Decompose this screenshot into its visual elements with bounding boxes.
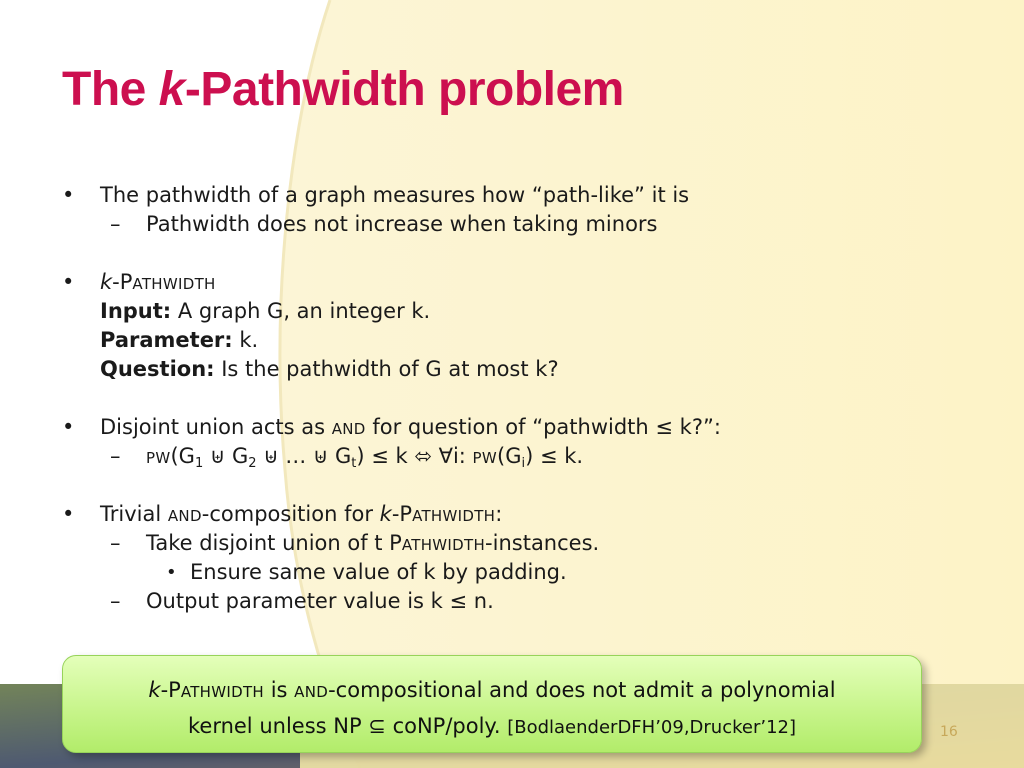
- pathwidth-formula: $PW(G_1$ ⊎ $G_2$ ⊎ … ⊎ $G_t) \le k$ ⬄ ∀i: $PW(G_i) \le k$.: [146, 444, 584, 471]
- slide-title: The k-Pathwidth problem: [62, 63, 624, 116]
- sub-bullet-minors: Pathwidth does not increase when taking minors: [146, 212, 658, 236]
- problem-parameter: Parameter: k.: [100, 328, 259, 352]
- problem-name: k-PATHWIDTH: [100, 270, 216, 294]
- bullet-marker: •: [62, 270, 75, 294]
- bullet-pathwidth-definition: The pathwidth of a graph measures how “path-like” it is: [100, 183, 690, 207]
- sub-bullet-disjoint-union-instances: Take disjoint union of t PATHWIDTH-instances.: [146, 531, 600, 555]
- sub-bullet-marker: –: [110, 444, 121, 468]
- callout-line-1: k-PATHWIDTH is AND-compositional and does not admit a polynomial: [148, 678, 836, 702]
- bullet-marker: •: [62, 415, 75, 439]
- bullet-trivial-composition: Trivial AND-composition for k-PATHWIDTH:: [100, 502, 503, 526]
- theorem-callout-box: [62, 655, 922, 753]
- callout-line-2: kernel unless NP ⊆ coNP/poly. [BodlaenderDFH’09,Drucker’12]: [187, 714, 797, 738]
- bullet-disjoint-union: Disjoint union acts as AND for question of “pathwidth ≤ k?”:: [100, 415, 721, 439]
- problem-input: Input: A graph G, an integer k.: [100, 299, 431, 323]
- citation: [BodlaenderDFH’09,Drucker’12]: [507, 717, 797, 738]
- sub-bullet-marker: –: [110, 531, 121, 555]
- sub-sub-bullet-padding: Ensure same value of k by padding.: [190, 560, 567, 584]
- sub-bullet-output-parameter: Output parameter value is k ≤ n.: [146, 589, 494, 613]
- bullet-marker: •: [62, 502, 75, 526]
- sub-bullet-marker: –: [110, 212, 121, 236]
- sub-sub-bullet-marker: •: [166, 562, 177, 583]
- problem-question: Question: Is the pathwidth of G at most k?: [100, 357, 559, 381]
- page-number: 16: [940, 724, 958, 740]
- bullet-marker: •: [62, 183, 75, 207]
- sub-bullet-marker: –: [110, 589, 121, 613]
